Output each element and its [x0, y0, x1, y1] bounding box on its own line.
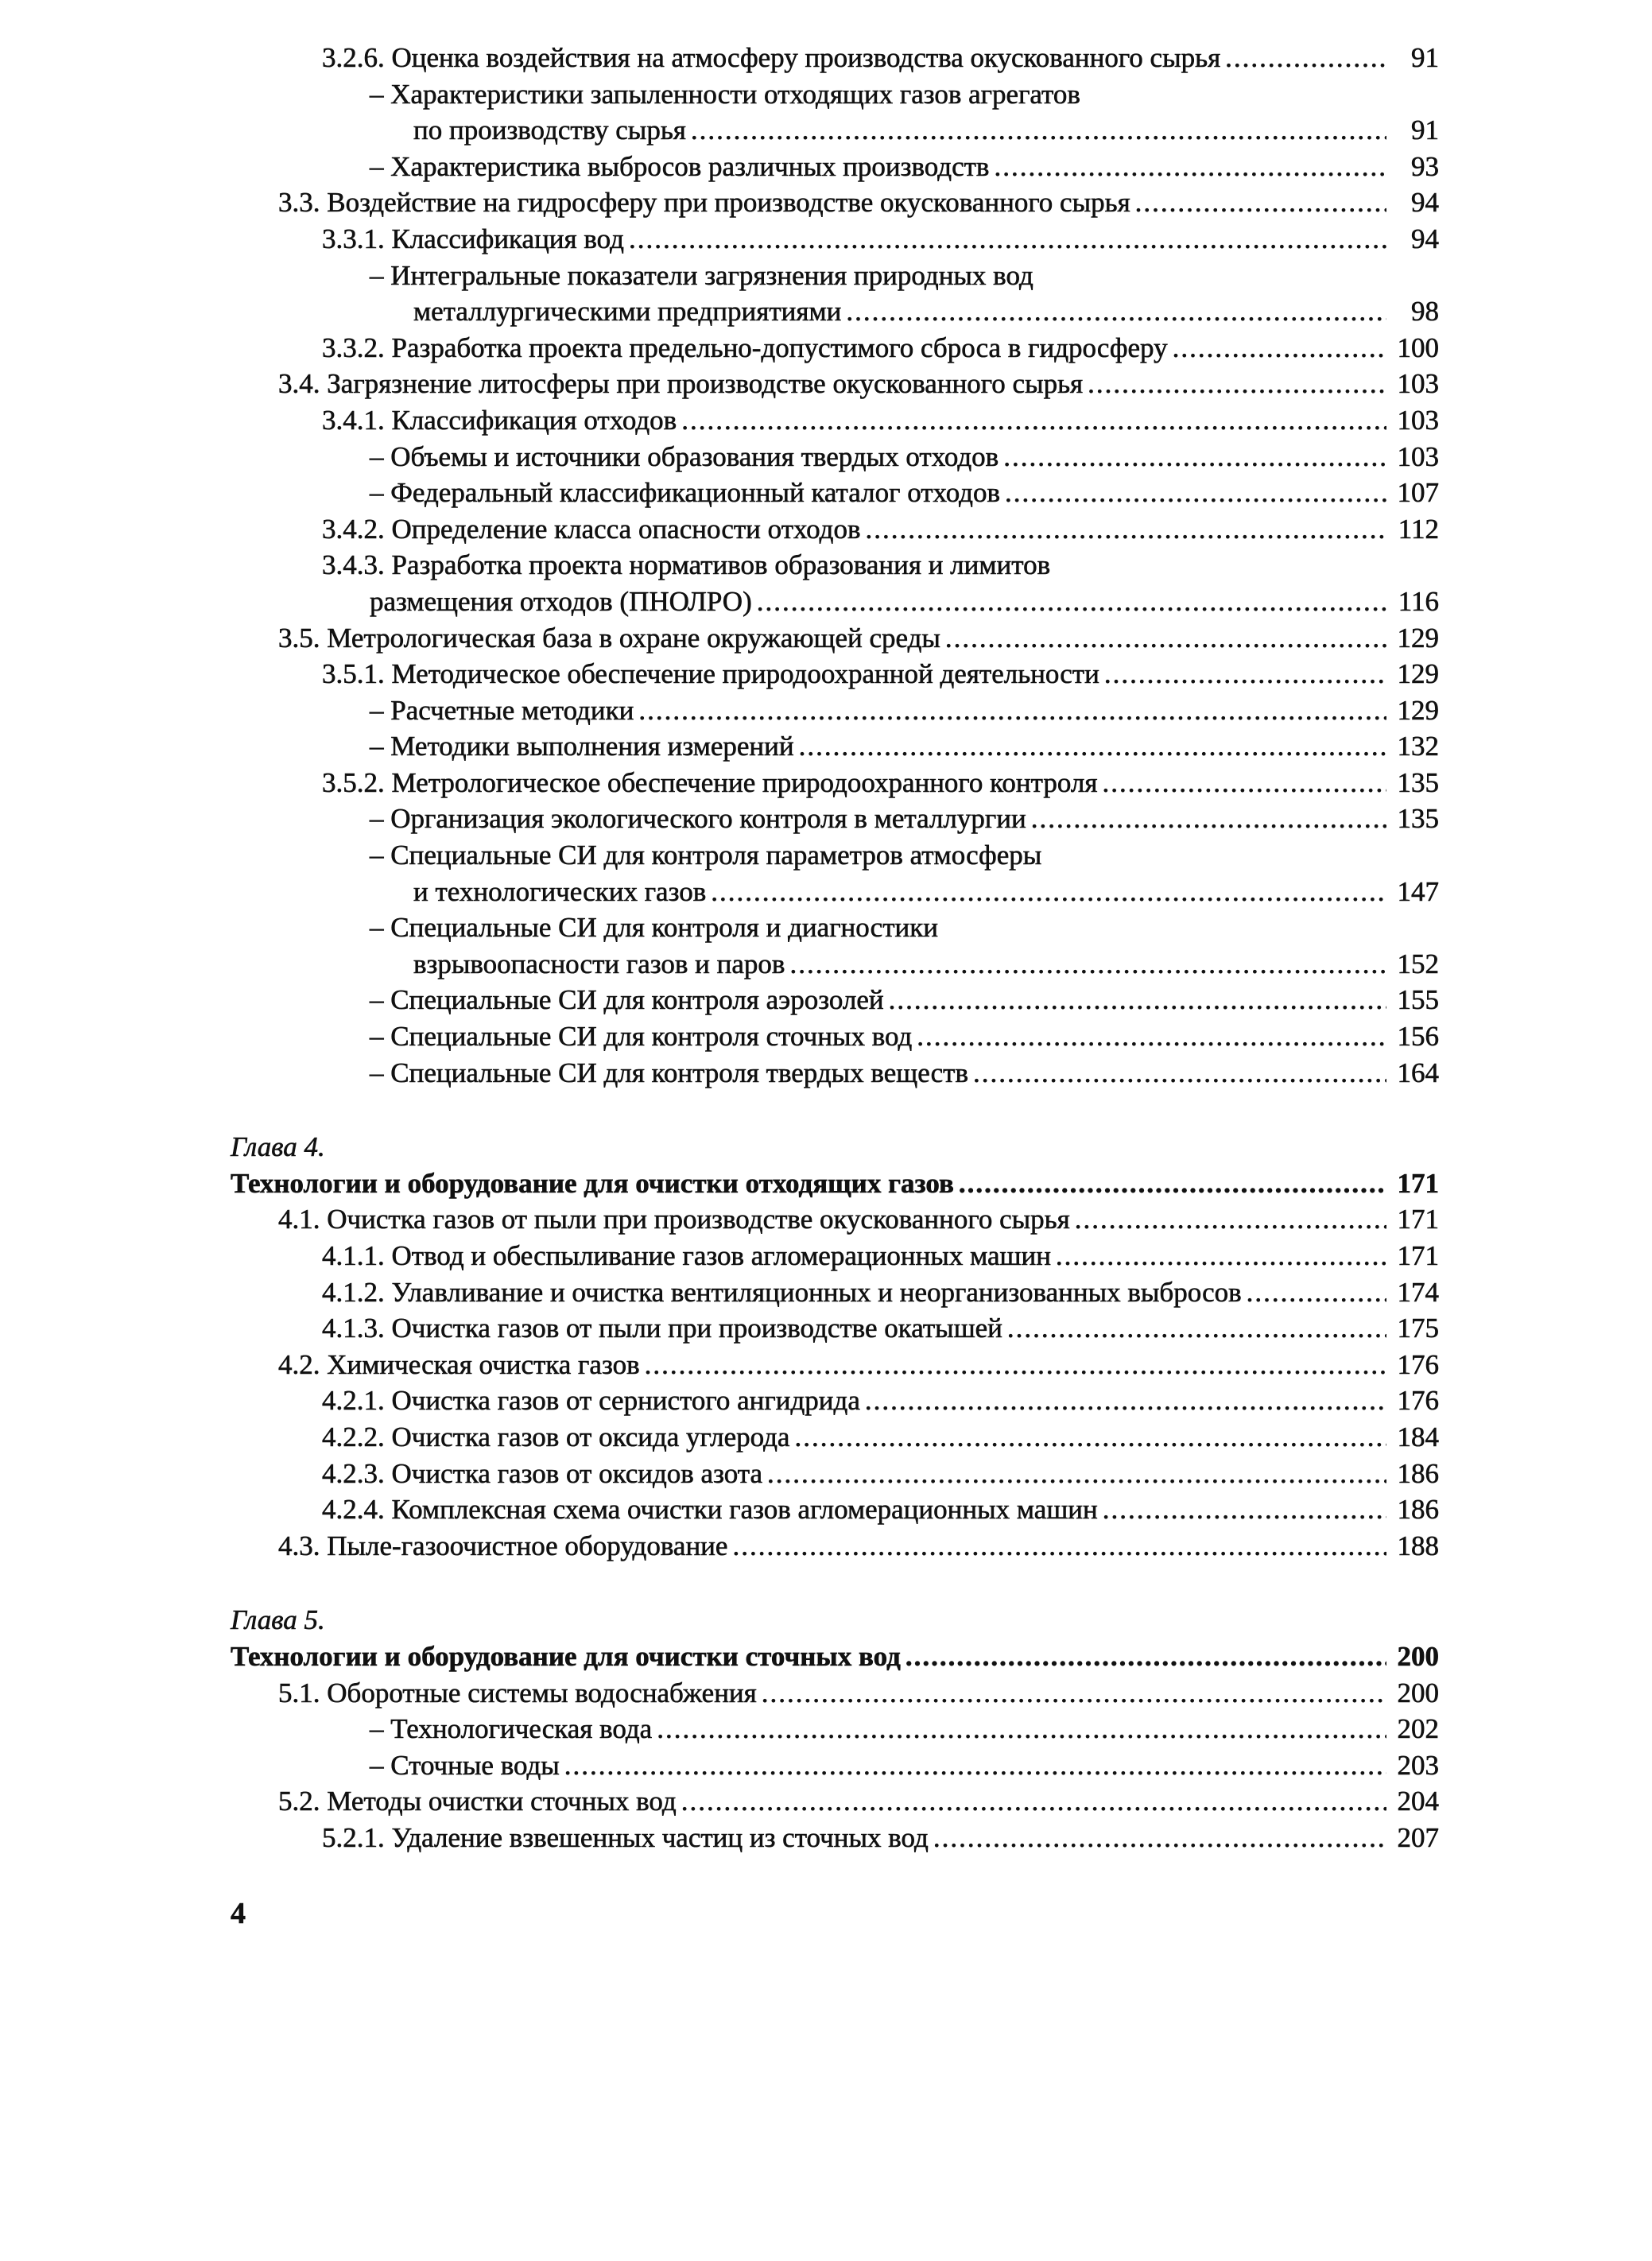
toc-entry[interactable]: [231, 728, 1439, 765]
toc-entry-title: – Технологическая вода: [370, 1713, 653, 1745]
toc-entry-page: 135: [1397, 803, 1439, 835]
toc-entry[interactable]: [231, 1419, 1439, 1456]
toc-entry-title: размещения отходов (ПНОЛРО): [370, 585, 752, 617]
toc-entry[interactable]: [231, 1055, 1439, 1092]
toc-entry[interactable]: [231, 221, 1439, 258]
dot-leader: [959, 1165, 1386, 1202]
dot-leader: [945, 620, 1386, 657]
toc-entry-title: – Специальные СИ для контроля сточных вод: [370, 1021, 913, 1053]
toc-entry[interactable]: [231, 1747, 1439, 1784]
toc-entry[interactable]: [231, 1310, 1439, 1347]
toc-entry-line[interactable]: [231, 547, 1439, 584]
dot-leader: [889, 982, 1386, 1018]
toc-entry-page: 116: [1398, 585, 1439, 617]
toc-entry[interactable]: [231, 293, 1439, 330]
toc-entry-page: 107: [1397, 477, 1439, 509]
toc-entry[interactable]: [231, 1820, 1439, 1856]
chapter-5-heading[interactable]: [231, 1639, 1439, 1675]
chapter-4-heading[interactable]: [231, 1165, 1439, 1202]
dot-leader: [799, 728, 1386, 765]
toc-entry-title: 3.2.6. Оценка воздействия на атмосферу производства окускованного сырья: [322, 42, 1221, 73]
dot-leader: [711, 874, 1386, 910]
toc-entry-page: 112: [1398, 513, 1439, 545]
toc-entry-page: 147: [1397, 875, 1439, 907]
dot-leader: [681, 1783, 1386, 1820]
dot-leader: [1135, 184, 1386, 221]
dot-leader: [1104, 656, 1386, 692]
toc-entry-title: 4.2. Химическая очистка газов: [278, 1348, 640, 1380]
toc-entry-title: – Характеристика выбросов различных производств: [370, 150, 990, 182]
dot-leader: [933, 1820, 1386, 1856]
toc-entry[interactable]: [231, 1456, 1439, 1492]
toc-entry-title: – Специальные СИ для контроля параметров атмосферы: [370, 840, 1042, 871]
toc-entry-line[interactable]: [231, 909, 1439, 946]
toc-entry-page: 202: [1397, 1713, 1439, 1745]
toc-entry-title: 4.1.3. Очистка газов от пыли при производстве окатышей: [322, 1313, 1002, 1344]
toc-entry-title: 4.2.1. Очистка газов от сернистого ангидрида: [322, 1385, 860, 1417]
dot-leader: [1173, 330, 1386, 366]
toc-entry-title: 3.5.2. Метрологическое обеспечение природоохранного контроля: [322, 766, 1098, 798]
toc-entry[interactable]: [231, 511, 1439, 548]
dot-leader: [762, 1675, 1386, 1712]
dot-leader: [1031, 801, 1386, 837]
chapter-4-title: Технологии и оборудование для очистки отходящих газов: [231, 1167, 954, 1199]
toc-entry-title: 5.1. Оборотные системы водоснабжения: [278, 1677, 757, 1708]
toc-entry-page: 186: [1397, 1457, 1439, 1489]
chapter-5-label: Глава 5.: [231, 1604, 325, 1636]
dot-leader: [905, 1639, 1386, 1675]
toc-entry-page: 94: [1411, 187, 1439, 219]
toc-entry-page: 186: [1397, 1494, 1439, 1526]
dot-leader: [681, 402, 1386, 439]
toc-entry[interactable]: [231, 874, 1439, 910]
dot-leader: [1247, 1274, 1386, 1311]
toc-entry-title: – Расчетные методики: [370, 694, 634, 726]
dot-leader: [732, 1528, 1386, 1565]
toc-entry-page: 184: [1397, 1421, 1439, 1452]
toc-entry-page: 188: [1397, 1530, 1439, 1561]
toc-entry-title: – Федеральный классификационный каталог отходов: [370, 477, 1001, 509]
dot-leader: [1103, 1491, 1386, 1528]
toc-entry-page: 200: [1397, 1677, 1439, 1708]
chapter-5-page: 200: [1397, 1640, 1439, 1672]
dot-leader: [1225, 40, 1386, 76]
toc-entry-page: 174: [1397, 1276, 1439, 1308]
dot-leader: [757, 584, 1386, 620]
dot-leader: [1005, 475, 1386, 511]
toc-entry[interactable]: [231, 620, 1439, 657]
toc-entry-title: 4.2.3. Очистка газов от оксидов азота: [322, 1457, 763, 1489]
toc-entry[interactable]: [231, 982, 1439, 1018]
chapter-4-page: 171: [1397, 1167, 1439, 1199]
dot-leader: [1007, 1310, 1386, 1347]
toc-entry-title: по производству сырья: [413, 114, 686, 146]
toc-entry-title: 3.3. Воздействие на гидросферу при производстве окускованного сырья: [278, 187, 1130, 219]
dot-leader: [1003, 439, 1386, 475]
dot-leader: [846, 293, 1386, 330]
toc-entry-title: 3.3.1. Классификация вод: [322, 223, 624, 254]
dot-leader: [973, 1055, 1386, 1092]
toc-entry-title: и технологических газов: [413, 875, 707, 907]
toc-entry[interactable]: [231, 1383, 1439, 1419]
toc-entry[interactable]: [231, 765, 1439, 801]
toc-entry-title: 4.2.4. Комплексная схема очистки газов агломерационных машин: [322, 1494, 1098, 1526]
toc-entry[interactable]: [231, 1711, 1439, 1747]
dot-leader: [789, 946, 1386, 983]
toc-entry[interactable]: [231, 1018, 1439, 1055]
toc-entry-page: 152: [1397, 948, 1439, 979]
toc-entry-line[interactable]: [231, 76, 1439, 113]
toc-entry-page: 171: [1397, 1204, 1439, 1235]
chapter-4-entries: [231, 1201, 1439, 1564]
toc-entry-title: 3.4.3. Разработка проекта нормативов образования и лимитов: [322, 549, 1051, 581]
toc-entry-page: 103: [1397, 368, 1439, 400]
toc-entry[interactable]: [231, 40, 1439, 76]
toc-entry-title: 3.5.1. Методическое обеспечение природоохранной деятельности: [322, 658, 1099, 690]
toc-entry[interactable]: [231, 1347, 1439, 1383]
toc-entry[interactable]: [231, 1783, 1439, 1820]
dot-leader: [1075, 1201, 1386, 1238]
toc-entry[interactable]: [231, 330, 1439, 366]
toc-entry[interactable]: [231, 149, 1439, 185]
toc-entry-page: 176: [1397, 1385, 1439, 1417]
dot-leader: [657, 1711, 1386, 1747]
toc-entry-title: 3.4.1. Классификация отходов: [322, 404, 677, 436]
toc-entry-page: 175: [1397, 1313, 1439, 1344]
dot-leader: [767, 1456, 1386, 1492]
dot-leader: [564, 1747, 1386, 1784]
toc-entry[interactable]: [231, 946, 1439, 983]
toc-entry-page: 103: [1397, 440, 1439, 472]
toc-entry[interactable]: [231, 1201, 1439, 1238]
toc-entry[interactable]: [231, 366, 1439, 402]
toc-entry-title: 4.3. Пыле-газоочистное оборудование: [278, 1530, 728, 1561]
toc-entry-page: 171: [1397, 1240, 1439, 1271]
toc-entry-page: 155: [1397, 984, 1439, 1016]
dot-leader: [645, 1347, 1386, 1383]
toc-entry[interactable]: [231, 402, 1439, 439]
toc-entry-title: взрывоопасности газов и паров: [413, 948, 785, 979]
toc-entry-title: 4.1. Очистка газов от пыли при производстве окускованного сырья: [278, 1204, 1070, 1235]
toc-entry-title: – Характеристики запыленности отходящих газов агрегатов: [370, 78, 1080, 110]
toc-entry-page: 203: [1397, 1749, 1439, 1781]
dot-leader: [691, 112, 1386, 149]
toc-entry-page: 135: [1397, 766, 1439, 798]
page-number: 4: [231, 1897, 246, 1930]
toc-entry-title: 4.1.2. Улавливание и очистка вентиляционных и неорганизованных выбросов: [322, 1276, 1242, 1308]
toc-entry-title: – Организация экологического контроля в металлургии: [370, 803, 1026, 835]
toc-entry-page: 91: [1411, 114, 1439, 146]
toc-entry-title: – Сточные воды: [370, 1749, 560, 1781]
toc-entry-title: 5.2.1. Удаление взвешенных частиц из сточных вод: [322, 1821, 929, 1853]
toc-section-continued: [231, 40, 1439, 1091]
toc-entry-title: 4.2.2. Очистка газов от оксида углерода: [322, 1421, 790, 1452]
dot-leader: [994, 149, 1386, 185]
toc-entry[interactable]: [231, 1528, 1439, 1565]
toc-entry-page: 91: [1411, 42, 1439, 73]
toc-entry-line[interactable]: [231, 258, 1439, 294]
toc-entry[interactable]: [231, 1491, 1439, 1528]
toc-entry[interactable]: [231, 184, 1439, 221]
toc-entry-page: 156: [1397, 1021, 1439, 1053]
toc-entry-page: 176: [1397, 1348, 1439, 1380]
toc-entry-page: 129: [1397, 622, 1439, 653]
toc-entry[interactable]: [231, 801, 1439, 837]
toc-entry-page: 129: [1397, 694, 1439, 726]
toc-entry-title: – Специальные СИ для контроля аэрозолей: [370, 984, 884, 1016]
dot-leader: [917, 1018, 1386, 1055]
toc-entry[interactable]: [231, 1675, 1439, 1712]
toc-entry-title: 3.5. Метрологическая база в охране окружающей среды: [278, 622, 940, 653]
dot-leader: [865, 1383, 1386, 1419]
toc-entry-page: 94: [1411, 223, 1439, 254]
toc-entry-title: 3.4.2. Определение класса опасности отходов: [322, 513, 861, 545]
toc-entry-page: 100: [1397, 332, 1439, 363]
dot-leader: [794, 1419, 1386, 1456]
chapter-5-entries: [231, 1675, 1439, 1856]
toc-entry-line[interactable]: [231, 837, 1439, 874]
toc-entry-title: – Объемы и источники образования твердых отходов: [370, 440, 999, 472]
toc-entry[interactable]: [231, 692, 1439, 729]
dot-leader: [1088, 366, 1386, 402]
chapter-4-label: Глава 4.: [231, 1131, 325, 1163]
toc-entry-page: 164: [1397, 1057, 1439, 1088]
toc-entry-title: 5.2. Методы очистки сточных вод: [278, 1786, 677, 1817]
toc-entry[interactable]: [231, 656, 1439, 692]
toc-entry[interactable]: [231, 439, 1439, 475]
toc-entry-title: – Методики выполнения измерений: [370, 731, 794, 762]
dot-leader: [1102, 765, 1386, 801]
toc-entry-page: 129: [1397, 658, 1439, 690]
dot-leader: [1056, 1238, 1386, 1274]
toc-entry-title: – Специальные СИ для контроля твердых веществ: [370, 1057, 968, 1088]
toc-entry-title: 4.1.1. Отвод и обеспыливание газов агломерационных машин: [322, 1240, 1051, 1271]
dot-leader: [638, 692, 1386, 729]
toc-entry-title: 3.4. Загрязнение литосферы при производстве окускованного сырья: [278, 368, 1084, 400]
toc-entry-page: 207: [1397, 1821, 1439, 1853]
toc-entry-page: 132: [1397, 731, 1439, 762]
toc-entry-title: – Интегральные показатели загрязнения природных вод: [370, 259, 1033, 291]
toc-entry[interactable]: [231, 1238, 1439, 1274]
toc-entry[interactable]: [231, 475, 1439, 511]
toc-entry-title: металлургическими предприятиями: [413, 296, 842, 328]
toc-entry-page: 98: [1411, 296, 1439, 328]
dot-leader: [866, 511, 1387, 548]
dot-leader: [629, 221, 1386, 258]
toc-entry[interactable]: [231, 1274, 1439, 1311]
toc-entry-title: – Специальные СИ для контроля и диагностики: [370, 912, 938, 944]
toc-entry-title: 3.3.2. Разработка проекта предельно-допустимого сброса в гидросферу: [322, 332, 1168, 363]
table-of-contents: [231, 40, 1439, 1856]
toc-entry[interactable]: [231, 112, 1439, 149]
chapter-5-title: Технологии и оборудование для очистки сточных вод: [231, 1640, 901, 1672]
toc-entry-page: 103: [1397, 404, 1439, 436]
toc-entry-page: 204: [1397, 1786, 1439, 1817]
toc-entry-page: 93: [1411, 150, 1439, 182]
toc-entry[interactable]: [231, 584, 1439, 620]
